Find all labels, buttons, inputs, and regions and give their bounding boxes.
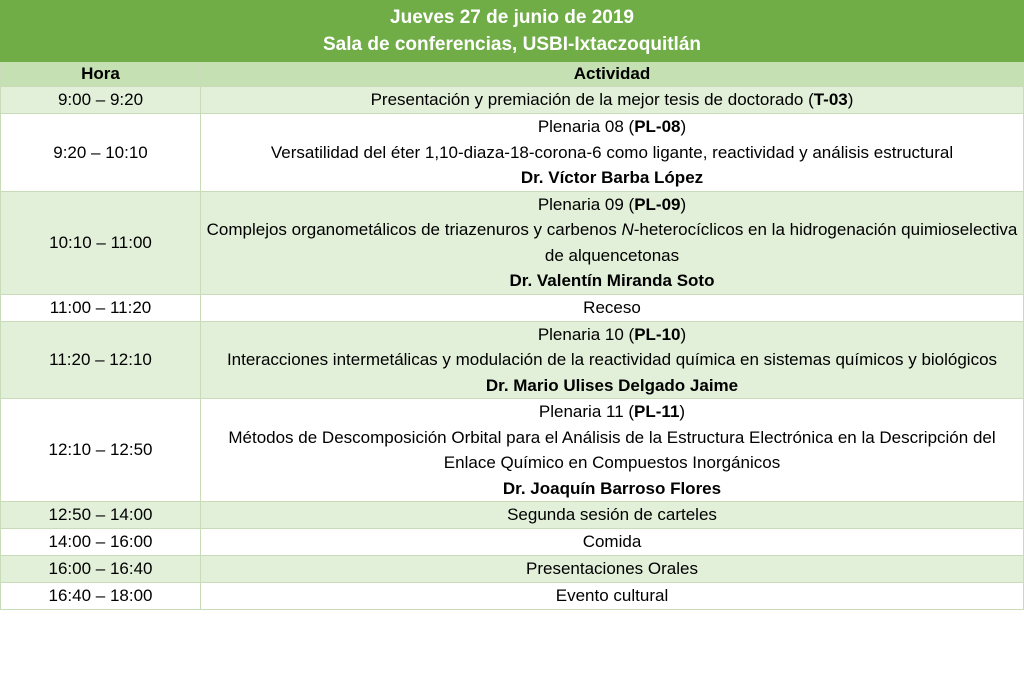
speaker-name: Dr. Joaquín Barroso Flores — [502, 478, 722, 498]
time-cell: 10:10 – 11:00 — [1, 191, 201, 294]
time-cell: 12:10 – 12:50 — [1, 399, 201, 502]
table-row — [1, 583, 1024, 610]
table-row — [1, 114, 1024, 192]
speaker-name: Dr. Valentín Miranda Soto — [509, 271, 715, 290]
time-cell: 9:20 – 10:10 — [1, 114, 201, 192]
table-row — [1, 529, 1024, 556]
session-code: PL-09 — [634, 194, 681, 214]
activity-cell — [201, 87, 1024, 114]
activity-cell — [201, 114, 1024, 192]
speaker-name: Dr. Víctor Barba López — [520, 168, 704, 187]
activity-text: Presentación y premiación de la mejor tesis de doctorado ( — [370, 90, 814, 110]
session-code: PL-11 — [634, 402, 680, 421]
time-cell: 12:50 – 14:00 — [1, 502, 201, 529]
time-cell: 16:00 – 16:40 — [1, 556, 201, 583]
table-row — [1, 502, 1024, 529]
time-cell: 16:40 – 18:00 — [1, 583, 201, 610]
time-cell: 14:00 – 16:00 — [1, 529, 201, 556]
session-code: T-03 — [813, 90, 848, 110]
session-code: PL-10 — [634, 324, 681, 344]
table-row — [1, 321, 1024, 399]
title-date: Jueves 27 de junio de 2019 — [390, 7, 634, 28]
time-cell: 11:20 – 12:10 — [1, 321, 201, 399]
activity-text-close: ) — [847, 90, 854, 110]
session-code: PL-08 — [634, 117, 681, 136]
table-row — [1, 294, 1024, 321]
activity-cell: Segunda sesión de carteles — [201, 502, 1024, 529]
header-row — [1, 62, 1024, 87]
time-cell: 9:00 – 9:20 — [1, 87, 201, 114]
activity-cell: Receso — [201, 294, 1024, 321]
plenary-label: Plenaria 11 (PL-11) — [538, 402, 686, 421]
speaker-name: Dr. Mario Ulises Delgado Jaime — [485, 375, 739, 395]
schedule-title — [1, 1, 1024, 62]
activity-cell: Comida — [201, 529, 1024, 556]
table-row — [1, 399, 1024, 502]
table-row — [1, 191, 1024, 294]
title-venue: Sala de conferencias, USBI-Ixtaczoquitlán — [323, 34, 701, 55]
header-hora: Hora — [1, 62, 201, 87]
table-row — [1, 87, 1024, 114]
title-row — [1, 1, 1024, 62]
table-row — [1, 556, 1024, 583]
activity-cell: Evento cultural — [201, 583, 1024, 610]
talk-title: Interacciones intermetálicas y modulación de la reactividad química en sistemas químicos y biológicos — [226, 350, 998, 369]
activity-cell — [201, 321, 1024, 399]
plenary-label: Plenaria 08 (PL-08) — [537, 117, 687, 136]
talk-title: Complejos organometálicos de triazenuros y carbenos N-heterocíclicos en la hidrogenación quimioselectiva de alquencetonas — [206, 220, 1018, 265]
activity-cell: Presentaciones Orales — [201, 556, 1024, 583]
plenary-label: Plenaria 10 (PL-10) — [537, 324, 687, 344]
talk-title: Versatilidad del éter 1,10-diaza-18-corona-6 como ligante, reactividad y análisis estructural — [270, 142, 954, 162]
header-actividad: Actividad — [201, 62, 1024, 87]
talk-title: Métodos de Descomposición Orbital para el Análisis de la Estructura Electrónica en la Descripción del Enlace Químico en Compuestos Inorgánicos — [228, 427, 996, 472]
plenary-label: Plenaria 09 (PL-09) — [537, 194, 687, 214]
time-cell: 11:00 – 11:20 — [1, 294, 201, 321]
activity-cell — [201, 399, 1024, 502]
activity-cell — [201, 191, 1024, 294]
